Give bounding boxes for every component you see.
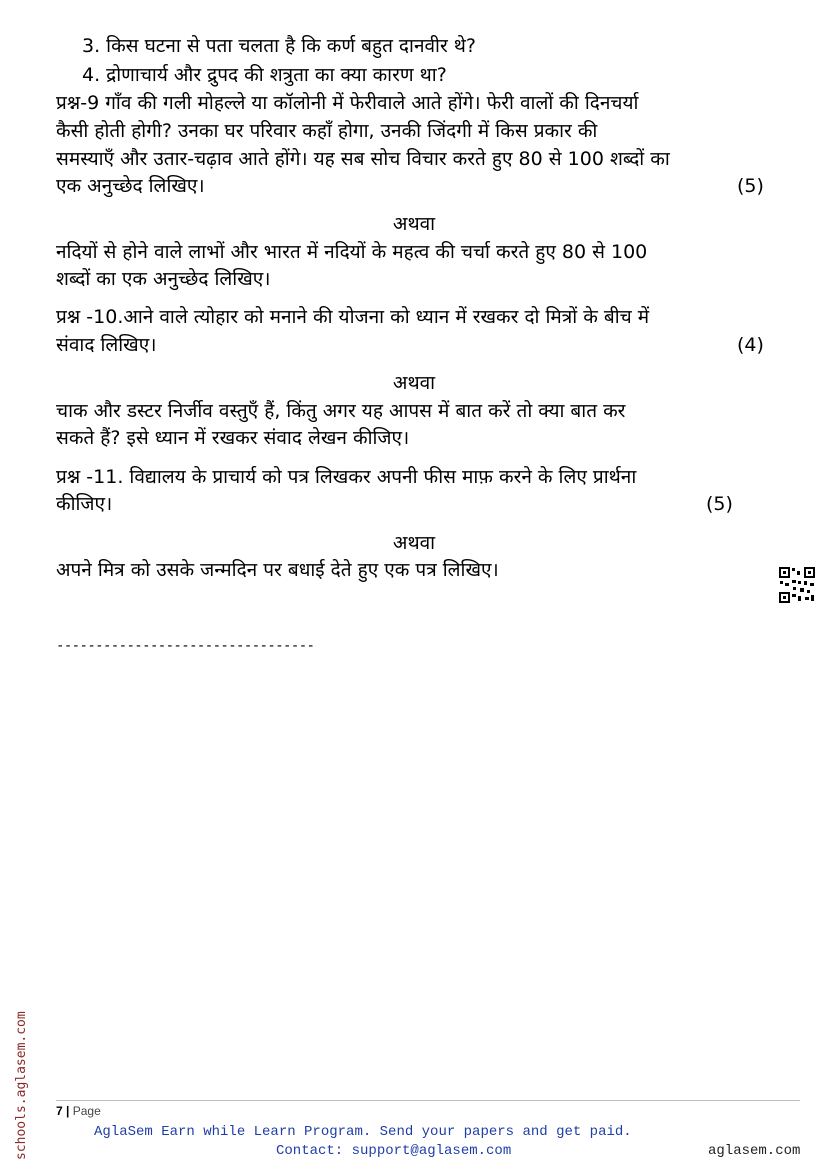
page-label: [56, 1104, 101, 1118]
q11-line-2: कीजिए।: [56, 493, 113, 515]
q10-marks: (4): [737, 334, 764, 356]
q9-alt-line-2: शब्दों का एक अनुच्छेद लिखिए।: [56, 268, 271, 290]
qr-code-icon: [778, 566, 816, 608]
q9-marks: (5): [737, 175, 764, 197]
side-watermark: schools.aglasem.com: [14, 1011, 29, 1160]
q10-alt-line-1: चाक और डस्टर निर्जीव वस्तुएँ हैं, किंतु अगर यह आपस में बात करें तो क्या बात कर: [56, 400, 626, 422]
q10-alt-line-2: सकते हैं? इसे ध्यान में रखकर संवाद लेखन कीजिए।: [56, 427, 410, 449]
footer-rule: [56, 1100, 800, 1101]
q9-alt-line-1: नदियों से होने वाले लाभों और भारत में नदियों के महत्व की चर्चा करते हुए 80 से 100: [56, 241, 648, 263]
page-number: 7: [56, 1104, 63, 1118]
or-label-3: अथवा: [392, 532, 436, 554]
q10-line-2: संवाद लिखिए।: [56, 334, 157, 356]
or-label-1: अथवा: [392, 213, 436, 235]
q11-marks: (5): [706, 493, 733, 515]
page-separator: |: [66, 1104, 70, 1118]
question-4: 4. द्रोणाचार्य और द्रुपद की शत्रुता का क्या कारण था?: [82, 64, 447, 86]
q11-alt-line-1: अपने मित्र को उसके जन्मदिन पर बधाई देते हुए एक पत्र लिखिए।: [56, 559, 499, 581]
end-divider: ---------------------------------: [56, 638, 315, 654]
question-3: 3. किस घटना से पता चलता है कि कर्ण बहुत दानवीर थे?: [82, 35, 477, 57]
q9-line-3: समस्याएँ और उतार-चढ़ाव आते होंगे। यह सब सोच विचार करते हुए 80 से 100 शब्दों का: [56, 148, 670, 170]
footer-site-text: aglasem.com: [708, 1143, 801, 1159]
or-label-2: अथवा: [392, 372, 436, 394]
page-word: Page: [72, 1104, 101, 1118]
footer-program-text: AglaSem Earn while Learn Program. Send your papers and get paid.: [94, 1124, 632, 1140]
q11-line-1: प्रश्न -11. विद्यालय के प्राचार्य को पत्र लिखकर अपनी फीस माफ़ करने के लिए प्रार्थना: [56, 466, 637, 488]
q9-line-2: कैसी होती होगी? उनका घर परिवार कहाँ होगा, उनकी जिंदगी में किस प्रकार की: [56, 120, 598, 142]
footer-contact-text: Contact: support@aglasem.com: [276, 1143, 512, 1159]
q9-line-4: एक अनुच्छेद लिखिए।: [56, 175, 205, 197]
q9-line-1: प्रश्न-9 गाँव की गली मोहल्ले या कॉलोनी में फेरीवाले आते होंगे। फेरी वालों की दिनचर्या: [56, 92, 639, 114]
q10-line-1: प्रश्न -10.आने वाले त्योहार को मनाने की योजना को ध्यान में रखकर दो मित्रों के बीच में: [56, 306, 650, 328]
